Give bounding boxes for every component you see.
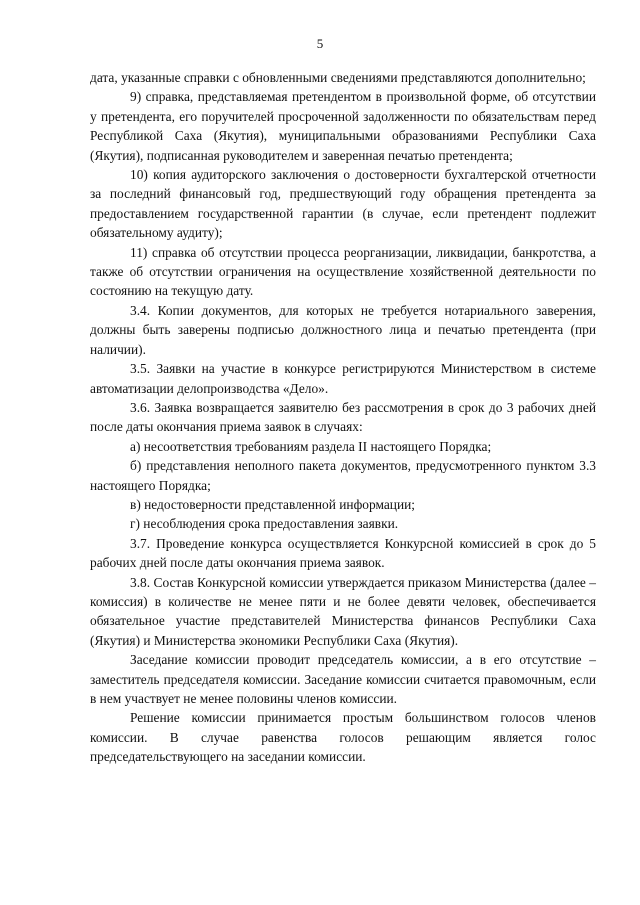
paragraph-continuation: дата, указанные справки с обновленными сведениями представляются дополнительно; xyxy=(90,70,586,85)
paragraph-commission-meeting: Заседание комиссии проводит председатель комиссии, а в его отсутствие – заместитель председателя комиссии. Заседание комиссии считается правомочным, если в нем участвует не менее половины членов комиссии. xyxy=(90,652,596,706)
page-number: 5 xyxy=(316,36,324,51)
document-body xyxy=(90,68,596,767)
paragraph-3-6-g: г) несоблюдения срока предоставления заявки. xyxy=(130,516,399,532)
paragraph-3-8: 3.8. Состав Конкурсной комиссии утверждается приказом Министерства (далее – комиссия) в количестве не менее пяти и не более девяти человек, обеспечивается обязательное участие представителей Министерства финансов Республики Саха (Якутия) и Министерства экономики Республики Саха (Якутия). xyxy=(90,574,596,648)
paragraph-3-6: 3.6. Заявка возвращается заявителю без рассмотрения в срок до 3 рабочих дней после даты окончания приема заявок в случаях: xyxy=(90,399,596,435)
paragraph-commission-decision: Решение комиссии принимается простым большинством голосов членов комиссии. В случае равенства голосов решающим является голос председательствующего на заседании комиссии. xyxy=(90,710,596,765)
paragraph-item-10: 10) копия аудиторского заключения о достоверности бухгалтерской отчетности за последний финансовый год, предшествующий году обращения претендента за предоставлением государственной гарантии (в случае, если претендент подлежит обязательному аудиту); xyxy=(90,167,596,241)
paragraph-3-6-a: а) несоответствия требованиям раздела II настоящего Порядка; xyxy=(130,438,492,454)
paragraph-3-6-v: в) недостоверности представленной информации; xyxy=(130,496,416,512)
paragraph-3-6-b: б) представления неполного пакета документов, предусмотренного пунктом 3.3 настоящего Порядка; xyxy=(90,458,596,493)
paragraph-item-9: 9) справка, представляемая претендентом в произвольной форме, об отсутствии у претендента, его поручителей просроченной задолженности по обязательствам перед Республикой Саха (Якутия), муниципальными образованиями Республики Саха (Якутия), подписанная руководителем и заверенная печатью претендента; xyxy=(90,89,596,163)
paragraph-item-11: 11) справка об отсутствии процесса реорганизации, ликвидации, банкротства, а также об отсутствии ограничения на осуществление хозяйственной деятельности по состоянию на текущую дату. xyxy=(90,244,596,299)
paragraph-3-7: 3.7. Проведение конкурса осуществляется Конкурсной комиссией в срок до 5 рабочих дней после даты окончания приема заявок. xyxy=(90,535,596,571)
paragraph-3-4: 3.4. Копии документов, для которых не требуется нотариального заверения, должны быть заверены подписью должностного лица и печатью претендента (при наличии). xyxy=(90,302,596,357)
paragraph-3-5: 3.5. Заявки на участие в конкурсе регистрируются Министерством в системе автоматизации делопроизводства «Дело». xyxy=(90,361,596,396)
